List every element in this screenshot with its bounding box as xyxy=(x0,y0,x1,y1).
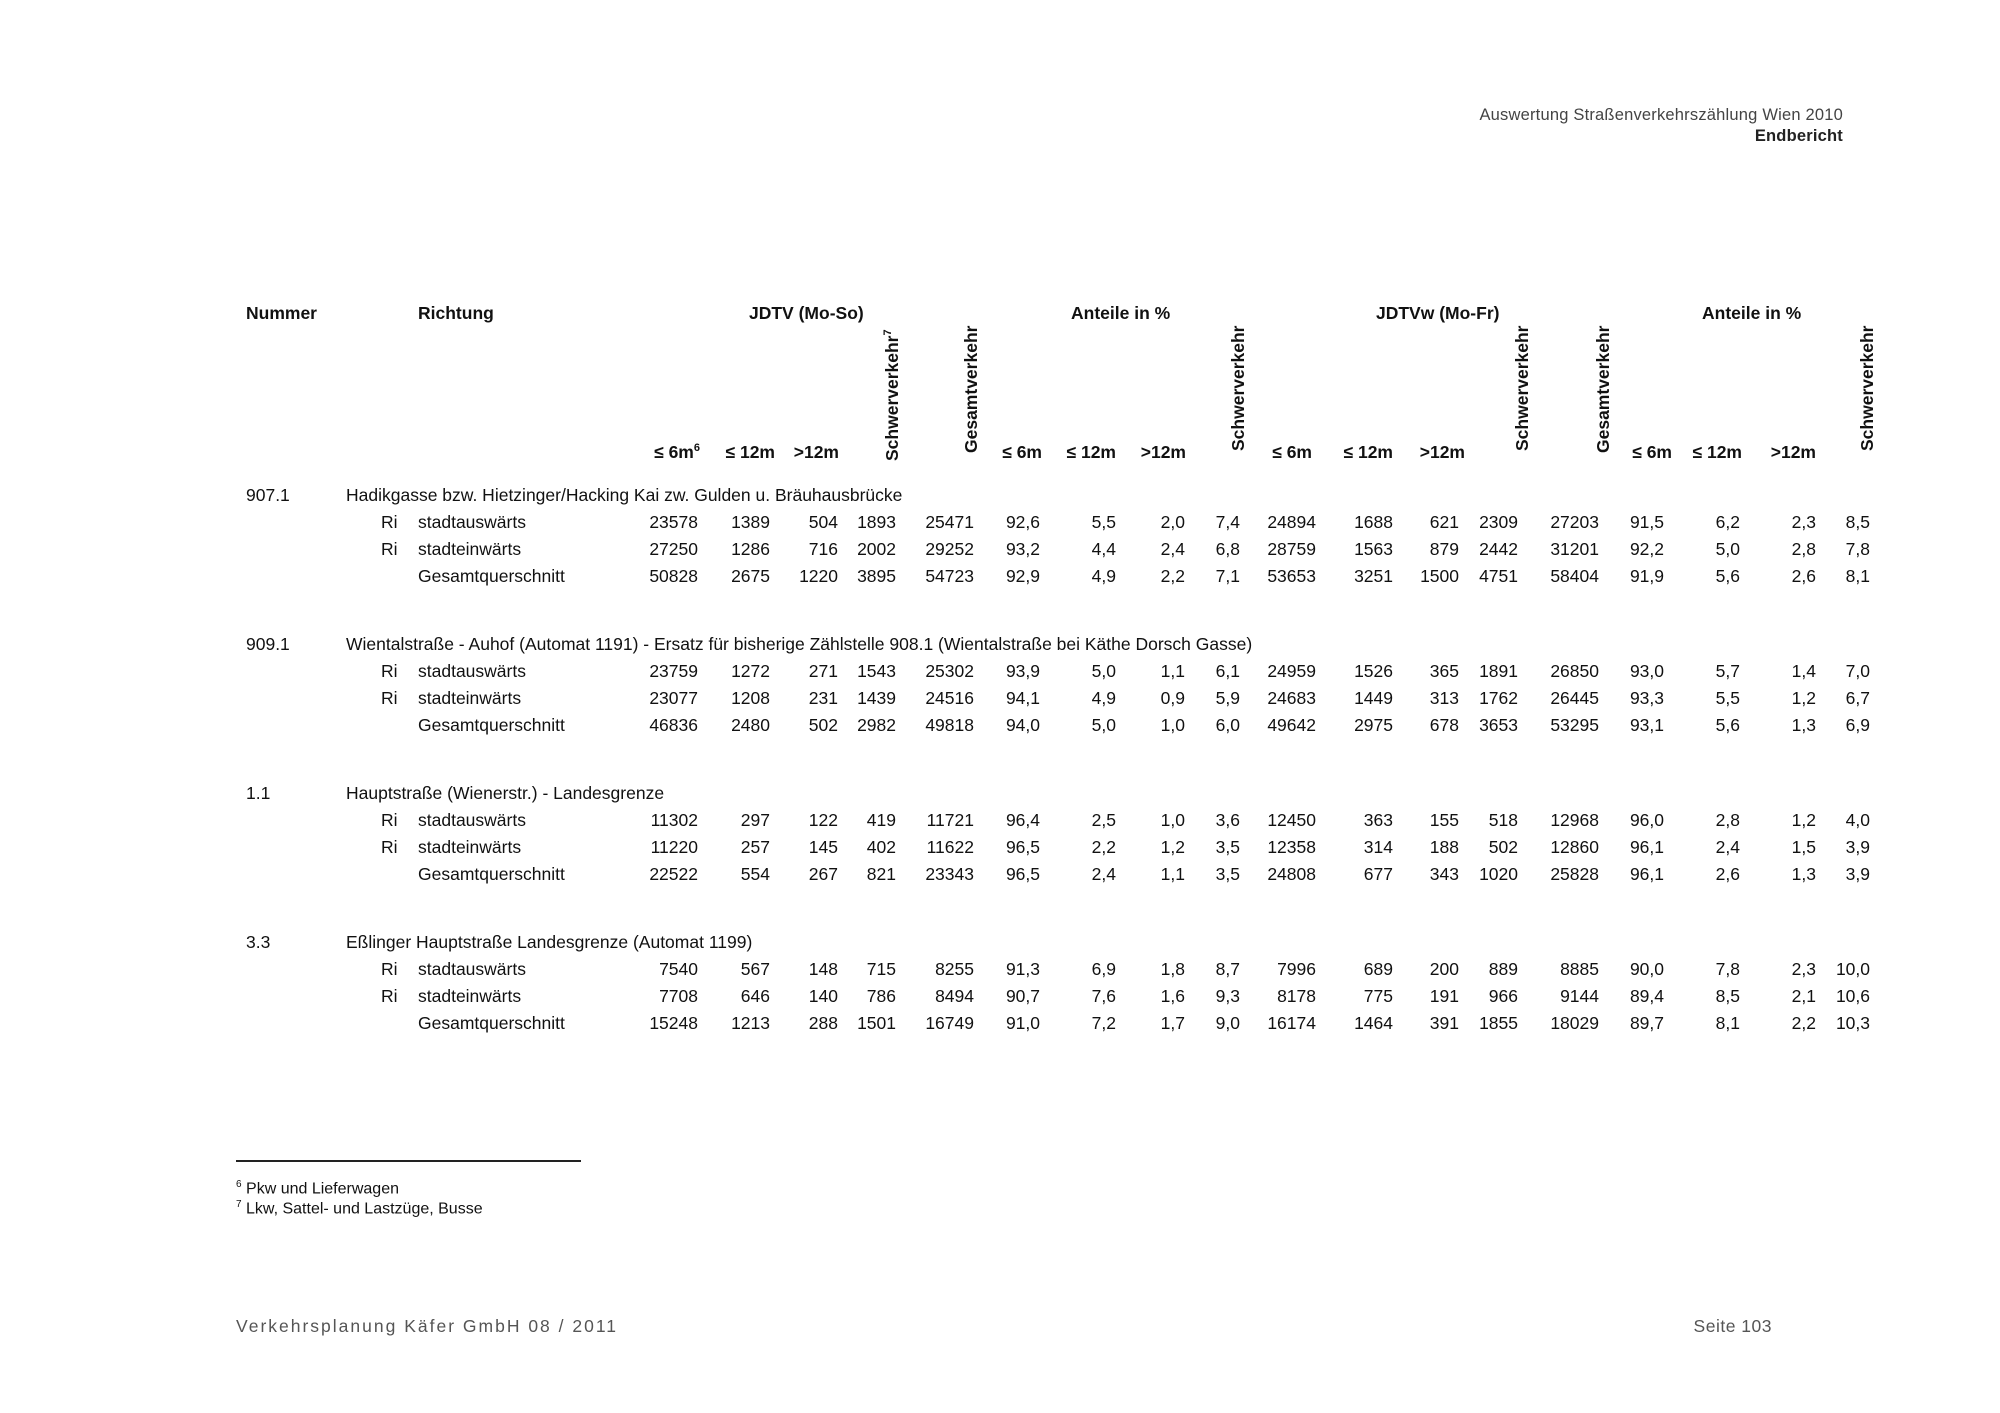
table-cell: 5,0 xyxy=(1715,539,1740,559)
table-cell: 200 xyxy=(1429,959,1459,979)
footnote-6: $^6$ Pkw und Lieferwagen xyxy=(236,1179,399,1198)
table-cell: 11302 xyxy=(650,810,698,830)
table-cell: 1272 xyxy=(731,661,770,681)
table-cell: 11721 xyxy=(926,810,974,830)
col-nummer-header: Nummer xyxy=(246,303,317,323)
table-cell: 7540 xyxy=(659,959,698,979)
table-cell: 91,5 xyxy=(1629,512,1664,532)
table-cell: 5,0 xyxy=(1091,661,1116,681)
direction-label: stadteinwärts xyxy=(418,688,522,708)
table-cell: 27250 xyxy=(649,539,698,559)
table-cell: 91,9 xyxy=(1629,566,1664,586)
table-cell: 5,9 xyxy=(1215,688,1240,708)
table-cell: 6,9 xyxy=(1845,715,1870,735)
table-cell: 343 xyxy=(1429,864,1459,884)
anteile-group-header-2: Anteile in % xyxy=(1702,303,1802,323)
footer-page-number: Seite 103 xyxy=(1693,1316,1772,1336)
table-cell: 92,6 xyxy=(1005,512,1040,532)
schwerverkehr-header-anteile-2: Schwerverkehr xyxy=(1857,325,1877,451)
direction-label: Gesamtquerschnitt xyxy=(418,715,565,735)
table-cell: 7,8 xyxy=(1845,539,1870,559)
table-cell: 12968 xyxy=(1550,810,1599,830)
table-cell: 89,4 xyxy=(1629,986,1664,1006)
table-cell: 1,0 xyxy=(1160,715,1185,735)
direction-label: stadtauswärts xyxy=(418,661,526,681)
table-cell: 94,1 xyxy=(1005,688,1040,708)
table-cell: 1762 xyxy=(1479,688,1518,708)
le12m-header-anteile: ≤ 12m xyxy=(1066,442,1116,462)
table-cell: 2442 xyxy=(1479,539,1518,559)
direction-prefix: Ri xyxy=(381,661,398,681)
table-cell: 11622 xyxy=(926,837,974,857)
table-cell: 3,6 xyxy=(1215,810,1240,830)
table-cell: 26445 xyxy=(1550,688,1599,708)
table-cell: 1,2 xyxy=(1160,837,1185,857)
direction-label: stadteinwärts xyxy=(418,539,522,559)
table-cell: 646 xyxy=(740,986,770,1006)
table-cell: 96,4 xyxy=(1005,810,1040,830)
table-cell: 1543 xyxy=(857,661,896,681)
table-cell: 3251 xyxy=(1354,566,1393,586)
table-cell: 90,7 xyxy=(1005,986,1040,1006)
table-cell: 1,3 xyxy=(1791,715,1816,735)
direction-prefix: Ri xyxy=(381,837,398,857)
table-cell: 191 xyxy=(1429,986,1459,1006)
table-cell: 2480 xyxy=(731,715,770,735)
table-cell: 6,9 xyxy=(1091,959,1116,979)
table-cell: 49818 xyxy=(925,715,974,735)
table-cell: 93,3 xyxy=(1629,688,1664,708)
table-cell: 46836 xyxy=(649,715,698,735)
footnote-divider xyxy=(236,1160,581,1162)
station-title: Hauptstraße (Wienerstr.) - Landesgrenze xyxy=(346,783,665,803)
table-cell: 3,9 xyxy=(1845,837,1870,857)
table-cell: 504 xyxy=(808,512,838,532)
table-cell: 0,9 xyxy=(1160,688,1185,708)
anteile-group-header-1: Anteile in % xyxy=(1071,303,1171,323)
table-cell: 96,0 xyxy=(1629,810,1664,830)
table-cell: 7,1 xyxy=(1215,566,1240,586)
direction-label: stadtauswärts xyxy=(418,512,526,532)
table-cell: 4,9 xyxy=(1091,688,1116,708)
table-cell: 689 xyxy=(1363,959,1393,979)
table-cell: 677 xyxy=(1363,864,1393,884)
table-cell: 5,0 xyxy=(1091,715,1116,735)
table-cell: 7,0 xyxy=(1845,661,1870,681)
le6m-header-jdtv: ≤ $6m^6$ xyxy=(654,442,700,462)
table-cell: 5,5 xyxy=(1715,688,1740,708)
table-cell: 2,2 xyxy=(1091,837,1116,857)
table-cell: 6,2 xyxy=(1715,512,1740,532)
table-cell: 391 xyxy=(1429,1013,1459,1033)
table-cell: 2,6 xyxy=(1715,864,1740,884)
table-cell: 155 xyxy=(1429,810,1459,830)
table-cell: 5,5 xyxy=(1091,512,1116,532)
table-cell: 3,5 xyxy=(1215,864,1240,884)
table-cell: 27203 xyxy=(1550,512,1599,532)
table-cell: 1439 xyxy=(857,688,896,708)
table-cell: 9144 xyxy=(1560,986,1599,1006)
table-cell: 4,9 xyxy=(1091,566,1116,586)
table-cell: 1,0 xyxy=(1160,810,1185,830)
table-cell: 879 xyxy=(1429,539,1459,559)
table-cell: 2,2 xyxy=(1160,566,1185,586)
table-cell: 94,0 xyxy=(1005,715,1040,735)
table-cell: 567 xyxy=(740,959,770,979)
station-number: 1.1 xyxy=(246,783,271,803)
gt12m-header-anteile: >12m xyxy=(1140,442,1186,462)
table-cell: 25471 xyxy=(925,512,974,532)
table-cell: 12358 xyxy=(1267,837,1316,857)
table-cell: 1,2 xyxy=(1791,688,1816,708)
table-cell: 122 xyxy=(808,810,838,830)
table-cell: 11220 xyxy=(650,837,698,857)
table-cell: 18029 xyxy=(1550,1013,1599,1033)
table-cell: 6,1 xyxy=(1215,661,1240,681)
table-cell: 402 xyxy=(866,837,896,857)
gt12m-header-jdtv: >12m xyxy=(793,442,839,462)
table-cell: 3895 xyxy=(857,566,896,586)
direction-label: stadtauswärts xyxy=(418,959,526,979)
gesamtverkehr-header-jdtv: Gesamtverkehr xyxy=(961,325,981,453)
direction-label: Gesamtquerschnitt xyxy=(418,864,565,884)
table-cell: 23578 xyxy=(649,512,698,532)
table-cell: 23759 xyxy=(649,661,698,681)
table-cell: 49642 xyxy=(1267,715,1316,735)
table-cell: 1891 xyxy=(1479,661,1518,681)
table-cell: 12450 xyxy=(1267,810,1316,830)
table-cell: 821 xyxy=(866,864,896,884)
table-cell: 889 xyxy=(1488,959,1518,979)
table-cell: 148 xyxy=(808,959,838,979)
table-cell: 2,1 xyxy=(1791,986,1816,1006)
table-cell: 89,7 xyxy=(1629,1013,1664,1033)
table-cell: 257 xyxy=(740,837,770,857)
table-cell: 96,5 xyxy=(1005,864,1040,884)
table-cell: 12860 xyxy=(1550,837,1599,857)
station-number: 3.3 xyxy=(246,932,271,952)
table-cell: 502 xyxy=(1488,837,1518,857)
table-cell: 313 xyxy=(1429,688,1459,708)
table-cell: 1893 xyxy=(857,512,896,532)
table-cell: 2982 xyxy=(857,715,896,735)
table-cell: 1,1 xyxy=(1160,661,1185,681)
table-cell: 8,1 xyxy=(1715,1013,1740,1033)
station-number: 907.1 xyxy=(246,485,290,505)
table-cell: 7708 xyxy=(659,986,698,1006)
table-cell: 3,5 xyxy=(1215,837,1240,857)
table-cell: 24683 xyxy=(1267,688,1316,708)
le6m-header-anteile: ≤ 6m xyxy=(1002,442,1042,462)
direction-prefix: Ri xyxy=(381,959,398,979)
table-cell: 267 xyxy=(808,864,838,884)
table-cell: 3653 xyxy=(1479,715,1518,735)
table-cell: 7996 xyxy=(1277,959,1316,979)
table-cell: 7,2 xyxy=(1091,1013,1116,1033)
report-subtitle: Endbericht xyxy=(1754,127,1843,145)
table-cell: 8178 xyxy=(1277,986,1316,1006)
table-cell: 1501 xyxy=(857,1013,896,1033)
table-cell: 16749 xyxy=(925,1013,974,1033)
table-cell: 365 xyxy=(1429,661,1459,681)
table-cell: 7,4 xyxy=(1215,512,1240,532)
footer-company: Verkehrsplanung Käfer GmbH 08 / 2011 xyxy=(236,1316,619,1336)
table-cell: 775 xyxy=(1363,986,1393,1006)
gt12m-header-anteile-2: >12m xyxy=(1770,442,1816,462)
direction-prefix: Ri xyxy=(381,810,398,830)
table-cell: 1,4 xyxy=(1791,661,1816,681)
table-cell: 25828 xyxy=(1550,864,1599,884)
table-cell: 91,0 xyxy=(1005,1013,1040,1033)
table-cell: 5,6 xyxy=(1715,566,1740,586)
table-cell: 314 xyxy=(1363,837,1393,857)
station-title: Wientalstraße - Auhof (Automat 1191) - Ersatz für bisherige Zählstelle 908.1 (Wientalstraße bei Käthe Dorsch Gasse) xyxy=(346,634,1253,654)
table-cell: 31201 xyxy=(1550,539,1599,559)
direction-label: stadteinwärts xyxy=(418,837,522,857)
table-cell: 1020 xyxy=(1479,864,1518,884)
table-cell: 24516 xyxy=(925,688,974,708)
schwerverkehr-header-jdtvw: Schwerverkehr xyxy=(1512,325,1532,451)
table-cell: 10,3 xyxy=(1835,1013,1870,1033)
station-title: Eßlinger Hauptstraße Landesgrenze (Automat 1199) xyxy=(346,932,753,952)
table-cell: 2975 xyxy=(1354,715,1393,735)
table-cell: 24808 xyxy=(1267,864,1316,884)
table-cell: 23077 xyxy=(649,688,698,708)
table-cell: 8,5 xyxy=(1845,512,1870,532)
gesamtverkehr-header-jdtvw: Gesamtverkehr xyxy=(1593,325,1613,453)
table-cell: 2,4 xyxy=(1715,837,1740,857)
table-cell: 96,5 xyxy=(1005,837,1040,857)
table-cell: 54723 xyxy=(925,566,974,586)
table-cell: 966 xyxy=(1488,986,1518,1006)
table-cell: 786 xyxy=(866,986,896,1006)
table-cell: 23343 xyxy=(925,864,974,884)
table-cell: 92,9 xyxy=(1005,566,1040,586)
table-cell: 145 xyxy=(808,837,838,857)
table-cell: 297 xyxy=(740,810,770,830)
table-cell: 8,7 xyxy=(1215,959,1240,979)
table-cell: 2,3 xyxy=(1791,512,1816,532)
table-cell: 93,1 xyxy=(1629,715,1664,735)
table-cell: 8885 xyxy=(1560,959,1599,979)
col-richtung-header: Richtung xyxy=(418,303,494,323)
table-cell: 716 xyxy=(808,539,838,559)
table-cell: 1563 xyxy=(1354,539,1393,559)
table-cell: 9,0 xyxy=(1215,1013,1240,1033)
table-cell: 53295 xyxy=(1550,715,1599,735)
table-cell: 96,1 xyxy=(1629,864,1664,884)
table-cell: 2,6 xyxy=(1791,566,1816,586)
table-cell: 8255 xyxy=(935,959,974,979)
table-cell: 419 xyxy=(866,810,896,830)
table-cell: 1389 xyxy=(731,512,770,532)
table-cell: 2309 xyxy=(1479,512,1518,532)
jdtv-group-header: JDTV (Mo-So) xyxy=(749,303,864,323)
le6m-header-jdtvw: ≤ 6m xyxy=(1272,442,1312,462)
table-cell: 22522 xyxy=(649,864,698,884)
report-title: Auswertung Straßenverkehrszählung Wien 2010 xyxy=(1479,106,1843,124)
table-cell: 6,8 xyxy=(1215,539,1240,559)
table-cell: 1,8 xyxy=(1160,959,1185,979)
table-cell: 2675 xyxy=(731,566,770,586)
table-cell: 58404 xyxy=(1550,566,1599,586)
table-cell: 7,8 xyxy=(1715,959,1740,979)
table-cell: 188 xyxy=(1429,837,1459,857)
station-title: Hadikgasse bzw. Hietzinger/Hacking Kai zw. Gulden u. Bräuhausbrücke xyxy=(346,485,903,505)
table-cell: 678 xyxy=(1429,715,1459,735)
table-cell: 1220 xyxy=(799,566,838,586)
table-cell: 2,0 xyxy=(1160,512,1185,532)
gt12m-header-jdtvw: >12m xyxy=(1419,442,1465,462)
table-cell: 2002 xyxy=(857,539,896,559)
table-cell: 1,6 xyxy=(1160,986,1185,1006)
schwerverkehr-header-jdtv: Schwerverkehr$^7$ xyxy=(882,329,902,461)
table-cell: 2,8 xyxy=(1715,810,1740,830)
table-cell: 231 xyxy=(808,688,838,708)
table-cell: 29252 xyxy=(925,539,974,559)
table-cell: 26850 xyxy=(1550,661,1599,681)
table-cell: 1208 xyxy=(731,688,770,708)
table-cell: 2,4 xyxy=(1160,539,1185,559)
table-cell: 1500 xyxy=(1420,566,1459,586)
table-cell: 2,8 xyxy=(1791,539,1816,559)
table-cell: 1449 xyxy=(1354,688,1393,708)
direction-prefix: Ri xyxy=(381,539,398,559)
le12m-header-jdtvw: ≤ 12m xyxy=(1343,442,1393,462)
table-cell: 2,2 xyxy=(1791,1013,1816,1033)
table-cell: 10,6 xyxy=(1835,986,1870,1006)
table-cell: 5,7 xyxy=(1715,661,1740,681)
table-cell: 502 xyxy=(808,715,838,735)
table-cell: 93,2 xyxy=(1005,539,1040,559)
direction-label: stadtauswärts xyxy=(418,810,526,830)
table-cell: 53653 xyxy=(1267,566,1316,586)
table-cell: 6,7 xyxy=(1845,688,1870,708)
footnote-7: $^7$ Lkw, Sattel- und Lastzüge, Busse xyxy=(236,1199,483,1218)
table-cell: 15248 xyxy=(649,1013,698,1033)
station-number: 909.1 xyxy=(246,634,290,654)
table-cell: 1,7 xyxy=(1160,1013,1185,1033)
table-cell: 24894 xyxy=(1267,512,1316,532)
table-cell: 50828 xyxy=(649,566,698,586)
table-cell: 3,9 xyxy=(1845,864,1870,884)
table-cell: 28759 xyxy=(1267,539,1316,559)
jdtvw-group-header: JDTVw (Mo-Fr) xyxy=(1376,303,1500,323)
table-cell: 8494 xyxy=(935,986,974,1006)
direction-label: Gesamtquerschnitt xyxy=(418,566,565,586)
direction-prefix: Ri xyxy=(381,512,398,532)
table-cell: 1213 xyxy=(731,1013,770,1033)
le12m-header-jdtv: ≤ 12m xyxy=(725,442,775,462)
le12m-header-anteile-2: ≤ 12m xyxy=(1692,442,1742,462)
table-cell: 96,1 xyxy=(1629,837,1664,857)
table-cell: 8,5 xyxy=(1715,986,1740,1006)
table-cell: 4751 xyxy=(1479,566,1518,586)
direction-prefix: Ri xyxy=(381,986,398,1006)
direction-label: stadteinwärts xyxy=(418,986,522,1006)
table-cell: 1,1 xyxy=(1160,864,1185,884)
table-cell: 1526 xyxy=(1354,661,1393,681)
direction-label: Gesamtquerschnitt xyxy=(418,1013,565,1033)
table-cell: 16174 xyxy=(1267,1013,1316,1033)
table-cell: 1,2 xyxy=(1791,810,1816,830)
table-cell: 9,3 xyxy=(1215,986,1240,1006)
table-cell: 10,0 xyxy=(1835,959,1870,979)
table-cell: 5,6 xyxy=(1715,715,1740,735)
table-cell: 4,0 xyxy=(1845,810,1870,830)
table-cell: 92,2 xyxy=(1629,539,1664,559)
table-cell: 1464 xyxy=(1354,1013,1393,1033)
table-cell: 6,0 xyxy=(1215,715,1240,735)
table-cell: 363 xyxy=(1363,810,1393,830)
table-cell: 271 xyxy=(808,661,838,681)
le6m-header-anteile-2: ≤ 6m xyxy=(1632,442,1672,462)
table-cell: 140 xyxy=(808,986,838,1006)
table-cell: 2,5 xyxy=(1091,810,1116,830)
table-cell: 93,0 xyxy=(1629,661,1664,681)
table-cell: 1286 xyxy=(731,539,770,559)
table-cell: 25302 xyxy=(925,661,974,681)
schwerverkehr-header-anteile: Schwerverkehr xyxy=(1228,325,1248,451)
table-cell: 1688 xyxy=(1354,512,1393,532)
table-cell: 1855 xyxy=(1479,1013,1518,1033)
table-cell: 1,5 xyxy=(1791,837,1816,857)
direction-prefix: Ri xyxy=(381,688,398,708)
table-cell: 621 xyxy=(1429,512,1459,532)
table-cell: 4,4 xyxy=(1091,539,1116,559)
table-cell: 7,6 xyxy=(1091,986,1116,1006)
table-cell: 8,1 xyxy=(1845,566,1870,586)
table-cell: 554 xyxy=(740,864,770,884)
table-cell: 518 xyxy=(1488,810,1518,830)
table-cell: 93,9 xyxy=(1005,661,1040,681)
table-cell: 2,3 xyxy=(1791,959,1816,979)
table-cell: 24959 xyxy=(1267,661,1316,681)
table-cell: 91,3 xyxy=(1005,959,1040,979)
table-cell: 2,4 xyxy=(1091,864,1116,884)
table-cell: 715 xyxy=(866,959,896,979)
table-cell: 288 xyxy=(808,1013,838,1033)
table-cell: 1,3 xyxy=(1791,864,1816,884)
table-cell: 90,0 xyxy=(1629,959,1664,979)
